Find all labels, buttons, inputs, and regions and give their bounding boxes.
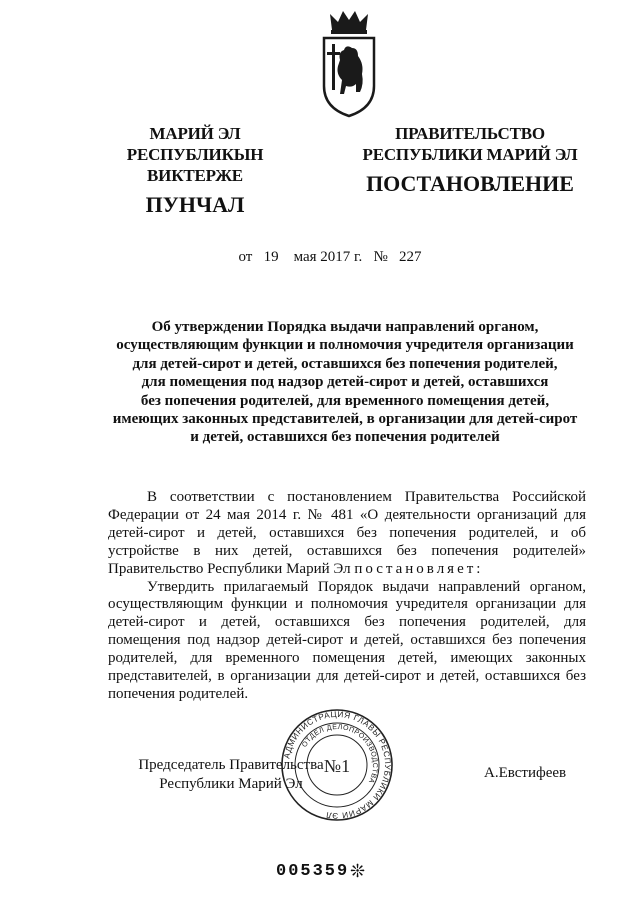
document-body (108, 489, 586, 704)
signatory-position (136, 756, 326, 794)
seal-outer-text: АДМИНИСТРАЦИЯ ГЛАВЫ РЕСПУБЛИКИ МАРИЙ ЭЛ (282, 709, 393, 821)
signatory-position-line1: Председатель Правительства (138, 757, 324, 773)
body-paragraph-2: Утвердить прилагаемый Порядок выдачи направлений органом, осуществляющим функции и полномочия учредителя организации для детей-сирот и детей, оставшихся без попечения родителей, для помещения под надзор детей-сирот и детей, оставшихся без попечения родителей, для временного помещения детей, имеющих законных представителей, в организации для детей-сирот и детей, оставшихся без попечения родителей. (108, 578, 586, 702)
date-month-year: мая 2017 г. (293, 249, 363, 265)
crown-icon (330, 11, 368, 30)
header-left-doc-type: ПУНЧАЛ (145, 192, 245, 217)
title-line: имеющих законных представителей, в организации для детей-сирот (112, 411, 578, 428)
body-paragraph-1 (108, 489, 586, 579)
title-line: осуществляющим функции и полномочия учредителя организации (116, 337, 574, 354)
seal-center-text: №1 (323, 756, 351, 776)
document-number: 227 (399, 249, 422, 265)
serial-mark-icon: ❊ (350, 861, 366, 881)
header-right-block (350, 123, 590, 194)
header-left-line2: ВИКТЕРЖЕ (147, 166, 243, 185)
header-right-doc-type: ПОСТАНОВЛЕНИЕ (366, 171, 574, 196)
title-line: Об утверждении Порядка выдачи направлений органом, (151, 319, 539, 335)
header-right-line2: РЕСПУБЛИКИ МАРИЙ ЭЛ (362, 145, 578, 164)
coat-of-arms-emblem (318, 8, 380, 118)
serial-number: 005359 (276, 862, 350, 881)
title-line: для детей-сирот и детей, оставшихся без попечения родителей, (132, 355, 558, 372)
resolves-word: постановляет: (354, 560, 484, 577)
title-line: для помещения под надзор детей-сирот и детей, оставшихся (141, 374, 549, 391)
title-line: без попечения родителей, для временного помещения детей, (140, 392, 550, 409)
body-paragraph-1-text: В соответствии с постановлением Правительства Российской Федерации от 24 мая 2014 г. № 481 «О деятельности организаций для детей-сирот и детей, оставшихся без попечения родителей, и об устройстве в них детей, оставшихся без попечения родителей» Правительство Республики Марий Эл (108, 489, 586, 577)
date-prefix: от (238, 249, 253, 265)
number-sign: № (373, 249, 388, 265)
date-line (200, 249, 460, 266)
header-left-block (90, 123, 300, 215)
date-day: 19 (263, 249, 279, 265)
signatory-position-line2: Республики Марий Эл (159, 776, 303, 792)
header-left-line1: МАРИЙ ЭЛ РЕСПУБЛИКЫН (126, 124, 264, 164)
seal-inner-text: ОТДЕЛ ДЕЛОПРОИЗВОДСТВА (301, 723, 379, 785)
document-title (105, 318, 585, 447)
title-line: и детей, оставшихся без попечения родителей (190, 429, 500, 446)
signatory-name: А.Евстифеев (484, 765, 567, 781)
header-right-line1: ПРАВИТЕЛЬСТВО (395, 124, 545, 143)
